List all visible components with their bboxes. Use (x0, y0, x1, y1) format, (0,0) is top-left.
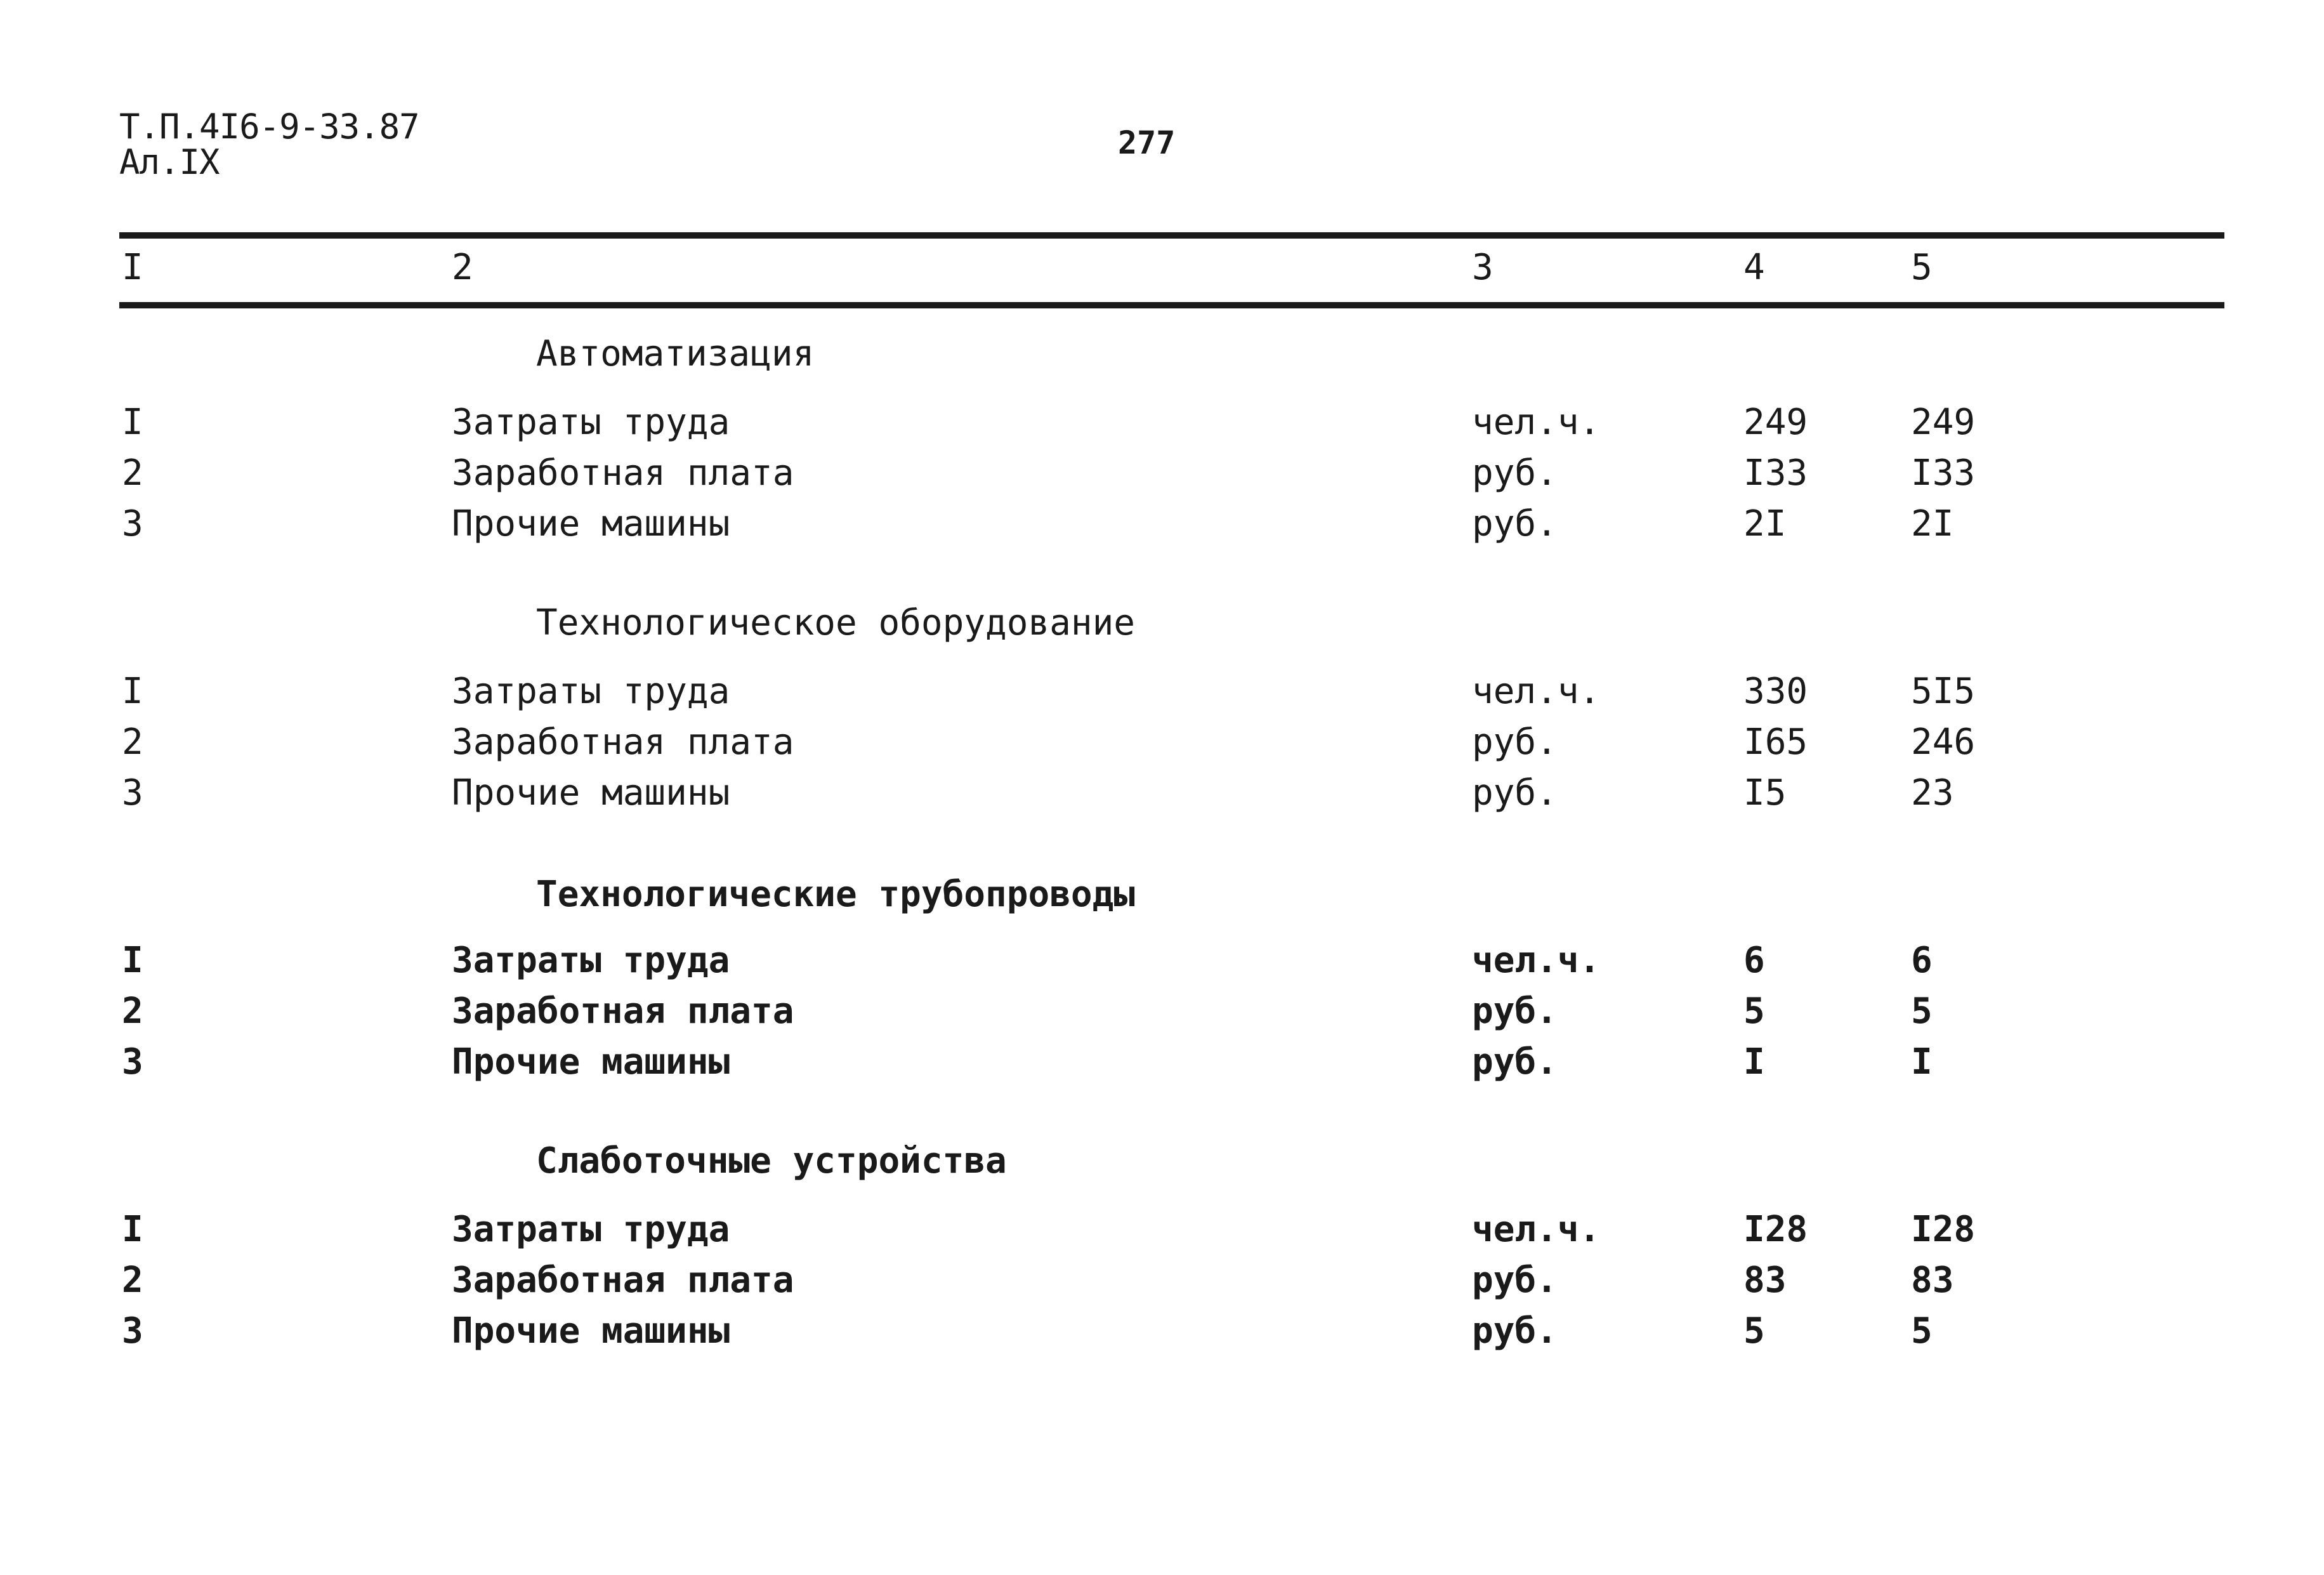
row-unit: чел.ч. (1472, 402, 1601, 443)
row-unit: чел.ч. (1472, 1209, 1601, 1250)
row-value-5: 2I (1911, 503, 1954, 544)
row-unit: руб. (1472, 722, 1558, 763)
row-name: Затраты труда (452, 671, 730, 712)
row-unit: руб. (1472, 503, 1558, 544)
row-number: 3 (122, 1041, 143, 1083)
row-value-5: 6 (1911, 940, 1933, 981)
row-value-5: I28 (1911, 1209, 1976, 1250)
row-value-5: 246 (1911, 722, 1976, 763)
column-header-5: 5 (1911, 247, 1933, 288)
row-name: Заработная плата (452, 722, 794, 763)
row-name: Заработная плата (452, 1260, 794, 1301)
row-number: 2 (122, 452, 143, 494)
row-number: I (122, 671, 143, 712)
column-header-3: 3 (1472, 247, 1494, 288)
row-value-5: 83 (1911, 1260, 1954, 1301)
document-code-line-1: Т.П.4I6-9-33.87 (119, 107, 419, 147)
row-name: Затраты труда (452, 402, 730, 443)
row-value-5: 23 (1911, 772, 1954, 814)
row-number: 3 (122, 503, 143, 544)
row-value-5: I (1911, 1041, 1933, 1083)
row-value-4: 6 (1743, 940, 1765, 981)
row-value-4: 249 (1743, 402, 1808, 443)
row-value-4: 83 (1743, 1260, 1787, 1301)
row-number: 3 (122, 1310, 143, 1352)
section-title: Слаботочные устройства (536, 1140, 1007, 1182)
row-value-4: I65 (1743, 722, 1808, 763)
row-name: Прочие машины (452, 1310, 730, 1352)
row-number: I (122, 1209, 143, 1250)
row-name: Прочие машины (452, 503, 730, 544)
row-name: Заработная плата (452, 991, 794, 1032)
row-value-4: I (1743, 1041, 1765, 1083)
row-number: 2 (122, 991, 143, 1032)
column-header-1: I (122, 247, 143, 288)
row-name: Заработная плата (452, 452, 794, 494)
row-name: Прочие машины (452, 772, 730, 814)
row-value-4: 5 (1743, 1310, 1765, 1352)
row-value-4: 330 (1743, 671, 1808, 712)
row-value-5: I33 (1911, 452, 1976, 494)
row-name: Прочие машины (452, 1041, 730, 1083)
row-unit: чел.ч. (1472, 671, 1601, 712)
row-unit: руб. (1472, 1310, 1558, 1352)
row-number: I (122, 940, 143, 981)
row-value-5: 5I5 (1911, 671, 1976, 712)
column-header-2: 2 (452, 247, 473, 288)
table-top-rule (119, 232, 2224, 239)
row-unit: руб. (1472, 991, 1558, 1032)
column-header-4: 4 (1743, 247, 1765, 288)
row-name: Затраты труда (452, 1209, 730, 1250)
row-number: 3 (122, 772, 143, 814)
row-value-4: I28 (1743, 1209, 1808, 1250)
document-code (119, 109, 419, 180)
row-unit: руб. (1472, 1041, 1558, 1083)
section-title: Автоматизация (536, 333, 815, 374)
document-code-line-2: Ал.IX (119, 142, 220, 182)
row-value-4: I33 (1743, 452, 1808, 494)
page-number: 277 (1118, 124, 1176, 161)
section-title: Технологическое оборудование (536, 602, 1136, 643)
row-unit: руб. (1472, 772, 1558, 814)
section-title: Технологические трубопроводы (536, 874, 1136, 915)
row-number: I (122, 402, 143, 443)
row-unit: руб. (1472, 452, 1558, 494)
row-unit: руб. (1472, 1260, 1558, 1301)
row-number: 2 (122, 722, 143, 763)
row-value-4: 2I (1743, 503, 1787, 544)
row-value-5: 249 (1911, 402, 1976, 443)
table-header-rule (119, 302, 2224, 308)
row-value-4: I5 (1743, 772, 1787, 814)
row-unit: чел.ч. (1472, 940, 1601, 981)
row-value-5: 5 (1911, 991, 1933, 1032)
row-name: Затраты труда (452, 940, 730, 981)
row-value-5: 5 (1911, 1310, 1933, 1352)
row-number: 2 (122, 1260, 143, 1301)
row-value-4: 5 (1743, 991, 1765, 1032)
